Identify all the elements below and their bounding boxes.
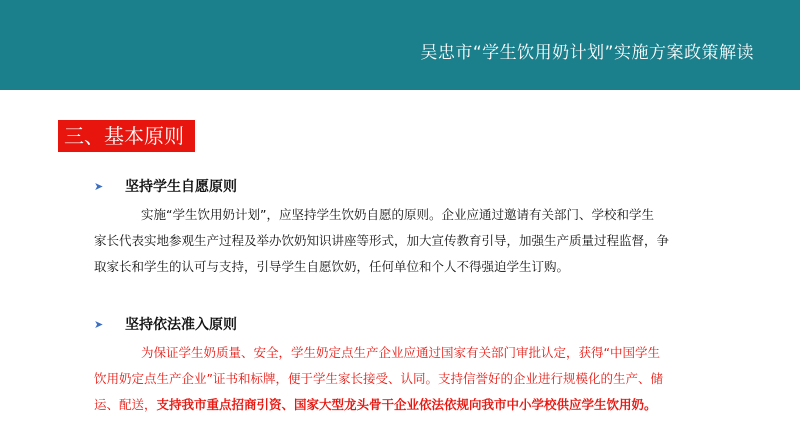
principle-paragraph-legal-access — [94, 340, 734, 418]
arrow-bullet-icon: ➤ — [94, 180, 104, 193]
paragraph-line: 饮用奶定点生产企业”证书和标牌，便于学生家长接受、认同。支持信誉好的企业进行规模化的生产、储 — [94, 371, 663, 386]
principle-heading-voluntary: 坚持学生自愿原则 — [125, 179, 237, 195]
header-title: 吴忠市“学生饮用奶计划”实施方案政策解读 — [420, 43, 754, 63]
arrow-bullet-icon: ➤ — [94, 318, 104, 331]
paragraph-line: 家长代表实地参观生产过程及举办饮奶知识讲座等形式，加大宣传教育引导，加强生产质量过程监督，争 — [94, 233, 670, 248]
paragraph-emphasis: 支持我市重点招商引资、国家大型龙头骨干企业依法依规向我市中小学校供应学生饮用奶。 — [156, 397, 657, 412]
paragraph-line-prefix: 运、配送， — [94, 397, 157, 412]
section-title: 三、基本原则 — [58, 120, 195, 152]
principle-heading-legal-access: 坚持依法准入原则 — [125, 317, 237, 333]
paragraph-line: 为保证学生奶质量、安全，学生奶定点生产企业应通过国家有关部门审批认定，获得“中国学生 — [141, 345, 660, 360]
principle-paragraph-voluntary — [94, 202, 734, 280]
header-bar — [0, 0, 800, 90]
paragraph-line: 取家长和学生的认可与支持，引导学生自愿饮奶，任何单位和个人不得强迫学生订购。 — [94, 259, 570, 274]
paragraph-line — [94, 392, 734, 418]
paragraph-line: 实施“学生饮用奶计划”，应坚持学生饮奶自愿的原则。企业应通过邀请有关部门、学校和学生 — [141, 207, 654, 222]
